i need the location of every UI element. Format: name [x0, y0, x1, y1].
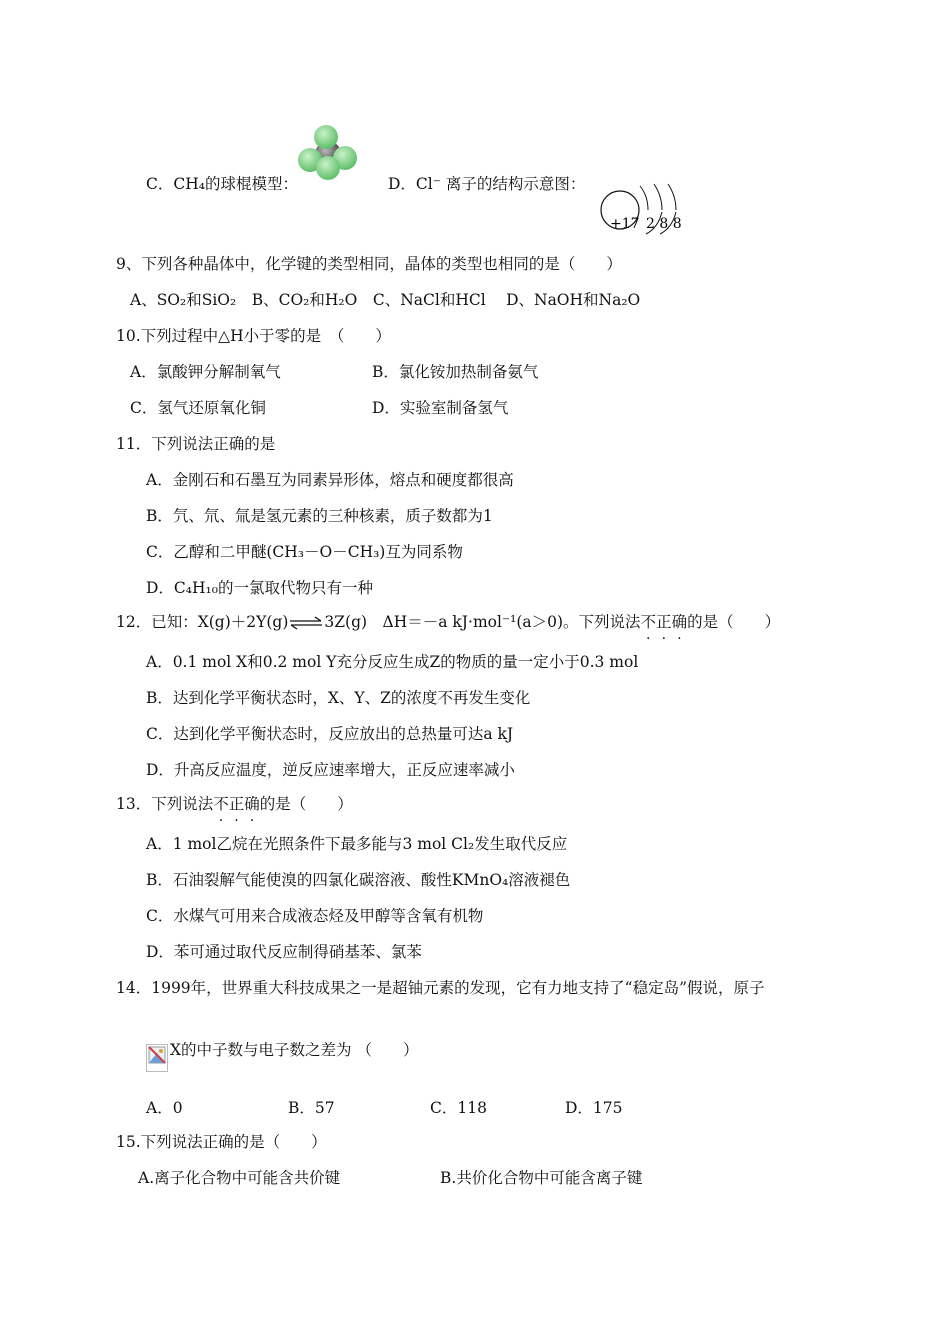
q12-option-d: D．升高反应温度，逆反应速率增大，正反应速率减小 — [146, 761, 515, 779]
q13-stem-end: 的是（ ） — [259, 795, 353, 813]
q10-stem: 10.下列过程中△H小于零的是 （ ） — [116, 327, 391, 345]
q14-option-c: C．118 — [430, 1099, 487, 1117]
shell-label: 2 8 8 — [646, 216, 682, 232]
emphasis-char: 不 — [640, 613, 657, 631]
q14-option-d: D．175 — [565, 1099, 623, 1117]
q12-stem-emphasis — [641, 613, 688, 631]
cl-ion-structure-diagram — [598, 180, 690, 236]
q14-stem: 14．1999年，世界重大科技成果之一是超铀元素的发现，它有力地支持了“稳定岛”假说，原子 — [116, 979, 765, 997]
broken-image-icon — [146, 1044, 168, 1072]
q12-option-b: B．达到化学平衡状态时，X、Y、Z的浓度不再发生变化 — [146, 689, 531, 707]
q11-option-b: B．氕、氘、氚是氢元素的三种核素，质子数都为1 — [146, 507, 493, 525]
q11-option-d: D．C₄H₁₀的一氯取代物只有一种 — [146, 579, 373, 597]
q13-stem-emphasis — [213, 795, 260, 813]
q14-option-a: A．0 — [146, 1099, 183, 1117]
q14-stem-line2: X的中子数与电子数之差为 （ ） — [170, 1041, 419, 1059]
q12-option-a: A．0.1 mol X和0.2 mol Y充分反应生成Z的物质的量一定小于0.3 mol — [146, 653, 639, 671]
q12-option-c: C．达到化学平衡状态时，反应放出的总热量可达a kJ — [146, 725, 514, 743]
emphasis-char: 确 — [244, 795, 260, 813]
q8-option-c: C．CH₄的球棍模型： — [146, 175, 298, 193]
q13-option-a: A．1 mol乙烷在光照条件下最多能与3 mol Cl₂发生取代反应 — [146, 835, 568, 853]
q9-options: A、SO₂和SiO₂ B、CO₂和H₂O C、NaCl和HCl D、NaOH和Na₂O — [130, 291, 641, 309]
ch4-ball-stick-model-image — [296, 124, 360, 182]
q12-stem-end: 的是（ ） — [687, 613, 781, 631]
q13-option-d: D．苯可通过取代反应制得硝基苯、氯苯 — [146, 943, 422, 961]
q13-stem-pre: 13．下列说法 — [116, 795, 214, 813]
q12-stem — [116, 612, 780, 632]
q15-stem: 15.下列说法正确的是（ ） — [116, 1133, 327, 1151]
q10-option-a: A．氯酸钾分解制氧气 — [130, 363, 281, 381]
equilibrium-arrow-icon — [289, 616, 323, 630]
q11-stem: 11．下列说法正确的是 — [116, 435, 276, 453]
q12-stem-post: 3Z(g) ΔH＝－a kJ·mol⁻¹(a＞0)。下列说法 — [324, 613, 641, 631]
q9-stem: 9、下列各种晶体中，化学键的类型相同，晶体的类型也相同的是（ ） — [116, 255, 622, 273]
q11-option-a: A．金刚石和石墨互为同素异形体，熔点和硬度都很高 — [146, 471, 514, 489]
emphasis-char: 正 — [228, 795, 245, 813]
emphasis-char: 不 — [213, 795, 229, 813]
q14-option-b: B．57 — [288, 1099, 335, 1117]
q13-stem — [116, 794, 353, 814]
q13-option-b: B．石油裂解气能使溴的四氯化碳溶液、酸性KMnO₄溶液褪色 — [146, 871, 571, 889]
q15-option-a: A.离子化合物中可能含共价键 — [138, 1169, 341, 1187]
emphasis-char: 正 — [656, 613, 672, 631]
q10-option-b: B．氯化铵加热制备氨气 — [372, 363, 539, 381]
q15-option-b: B.共价化合物中可能含离子键 — [440, 1169, 643, 1187]
q8-option-d: D．Cl⁻ 离子的结构示意图： — [388, 175, 586, 193]
q10-option-c: C．氢气还原氧化铜 — [130, 399, 266, 417]
q12-stem-pre: 12．已知：X(g)＋2Y(g) — [116, 613, 289, 631]
q11-option-c: C．乙醇和二甲醚(CH₃－O－CH₃)互为同系物 — [146, 543, 463, 561]
q10-option-d: D．实验室制备氢气 — [372, 399, 509, 417]
nucleus-label: +17 — [610, 216, 640, 232]
q13-option-c: C．水煤气可用来合成液态烃及甲醇等含氧有机物 — [146, 907, 484, 925]
emphasis-char: 确 — [671, 613, 688, 631]
